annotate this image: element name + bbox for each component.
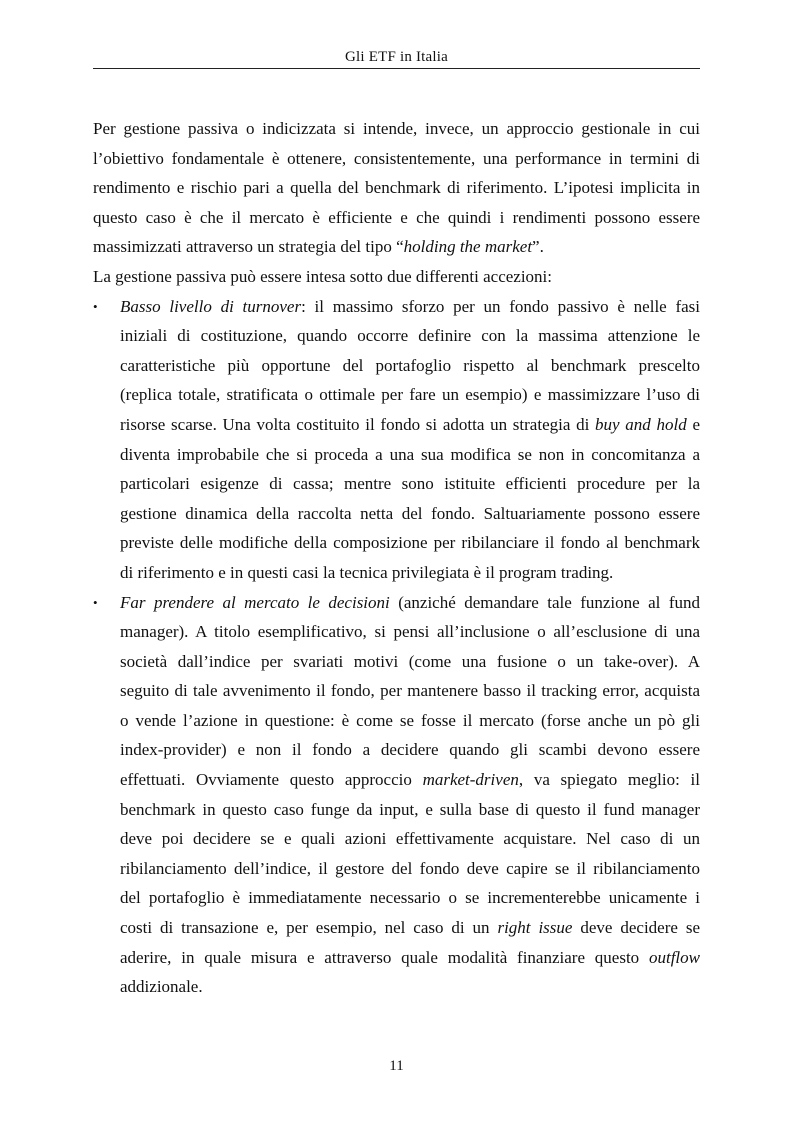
italic-term: holding the market bbox=[403, 237, 533, 257]
text-line: La gestione passiva può essere intesa sotto due differenti accezioni: bbox=[93, 266, 552, 286]
text-line bbox=[120, 588, 700, 618]
italic-term: buy and hold bbox=[595, 414, 687, 434]
bullet-icon: • bbox=[93, 298, 98, 314]
text-line bbox=[93, 232, 700, 262]
text-run: risorse scarse. Una volta costituito il fondo si adotta un strategia di bbox=[120, 414, 596, 434]
text-run: aderire, in quale misura e attraverso quale modalità finanziare questo bbox=[120, 947, 649, 967]
text-line bbox=[120, 943, 700, 973]
text-line: rendimento e rischio pari a quella del benchmark di riferimento. L’ipotesi implicita in bbox=[93, 178, 700, 198]
bullet-first-line bbox=[93, 588, 700, 618]
text-line: manager). A titolo esemplificativo, si pensi all’inclusione o all’esclusione di una bbox=[120, 622, 700, 642]
text-line: questo caso è che il mercato è efficiente e che quindi i rendimenti possono essere bbox=[93, 207, 700, 227]
text-line: società dall’indice per svariati motivi (come una fusione o un take-over). A bbox=[120, 651, 700, 671]
text-run: ”. bbox=[532, 237, 544, 257]
running-header: Gli ETF in Italia bbox=[345, 49, 448, 65]
text-line: seguito di tale avvenimento il fondo, per mantenere basso il tracking error, acquista bbox=[120, 681, 700, 701]
bullet-item-basso-turnover bbox=[93, 292, 700, 588]
italic-term: right issue bbox=[497, 918, 573, 938]
text-line bbox=[120, 410, 700, 440]
italic-term: Far prendere al mercato le decisioni bbox=[120, 592, 390, 612]
text-run: effettuati. Ovviamente questo approccio bbox=[120, 770, 423, 790]
text-line: iniziali di costituzione, quando occorre definire con la massima attenzione le bbox=[120, 326, 700, 346]
text-line bbox=[120, 292, 700, 322]
page-number: 11 bbox=[389, 1058, 404, 1074]
text-run: massimizzati attraverso un strategia del tipo “ bbox=[93, 237, 404, 257]
italic-term: Basso livello di turnover bbox=[120, 296, 302, 316]
text-line: addizionale. bbox=[120, 977, 203, 997]
body-text bbox=[93, 114, 700, 1002]
text-run: (anziché demandare tale funzione al fund bbox=[389, 592, 700, 612]
header-rule bbox=[93, 68, 700, 69]
text-run: costi di transazione e, per esempio, nel caso di un bbox=[120, 918, 498, 938]
text-line: (replica totale, stratificata o ottimale per fare un esempio) e massimizzare l’uso di bbox=[120, 385, 700, 405]
text-line: deve poi decidere se e quali azioni effettivamente acquistare. Nel caso di un bbox=[120, 829, 700, 849]
text-line: gestione dinamica della raccolta netta del fondo. Saltuariamente possono essere bbox=[120, 503, 700, 523]
text-line bbox=[120, 765, 700, 795]
text-line: ribilanciamento dell’indice, il gestore del fondo deve capire se il ribilanciamento bbox=[120, 858, 700, 878]
text-line: diventa improbabile che si proceda a una sua modifica se non in concomitanza a bbox=[120, 444, 700, 464]
bullet-item-mercato-decisioni bbox=[93, 588, 700, 1002]
text-line: l’obiettivo fondamentale è ottenere, consistentemente, una performance in termini di bbox=[93, 148, 700, 168]
bullet-icon: • bbox=[93, 594, 98, 610]
text-line: di riferimento e in questi casi la tecnica privilegiata è il program trading. bbox=[120, 562, 614, 582]
text-run: deve decidere se bbox=[572, 918, 701, 938]
intro-paragraph bbox=[93, 114, 700, 292]
text-line: Per gestione passiva o indicizzata si intende, invece, un approccio gestionale in cui bbox=[93, 119, 700, 138]
text-line: previste delle modifiche della composizione per ribilanciare il fondo al benchmark bbox=[120, 533, 700, 553]
text-run: e bbox=[686, 414, 700, 434]
italic-term: outflow bbox=[648, 947, 700, 967]
text-line: benchmark in questo caso funge da input, e sulla base di questo il fund manager bbox=[120, 799, 700, 819]
bullet-first-line bbox=[93, 292, 700, 322]
text-run: , va spiegato meglio: il bbox=[518, 770, 700, 790]
text-run: : il massimo sforzo per un fondo passivo è nelle fasi bbox=[301, 296, 700, 316]
text-line: caratteristiche più opportune del portafoglio rispetto al benchmark prescelto bbox=[120, 355, 700, 375]
italic-term: market-driven bbox=[422, 770, 519, 790]
text-line: del portafoglio è immediatamente necessario o se incrementerebbe unicamente i bbox=[120, 888, 700, 908]
text-line: index-provider) e non il fondo a decidere quando gli scambi devono essere bbox=[120, 740, 700, 760]
text-line: particolari esigenze di cassa; mentre sono istituite efficienti procedure per la bbox=[120, 474, 700, 494]
text-line: o vende l’azione in questione: è come se fosse il mercato (forse anche un pò gli bbox=[120, 710, 700, 730]
text-line bbox=[120, 913, 700, 943]
